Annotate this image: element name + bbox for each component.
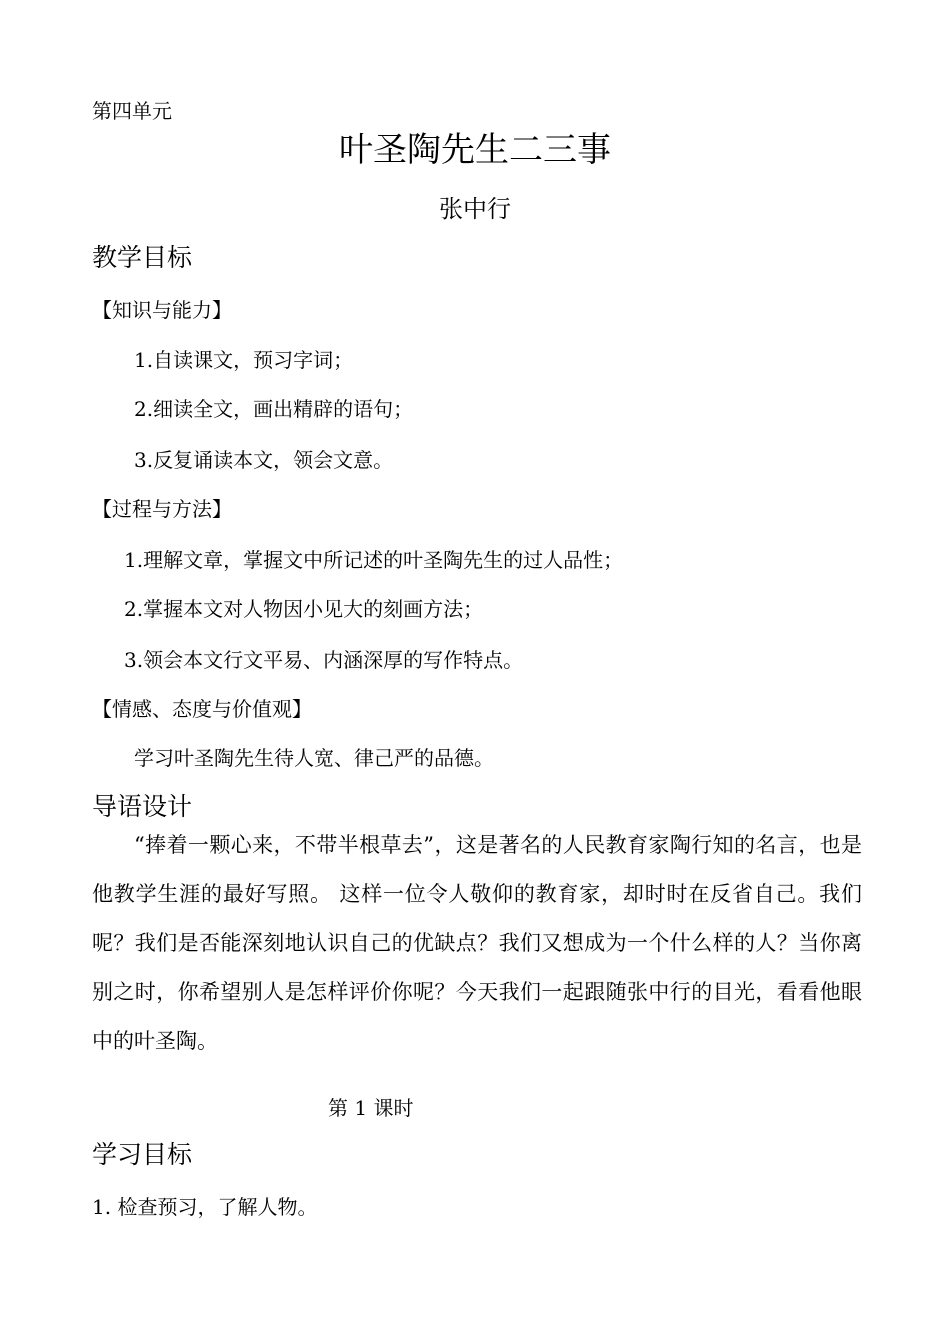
list-item: 1.自读课文，预习字词； [134,348,354,372]
list-item: 2.掌握本文对人物因小见大的刻画方法； [124,597,484,621]
subsection-label-process: 【过程与方法】 [92,497,232,521]
section-heading-learning-goals: 学习目标 [92,1140,193,1169]
list-item: 3.反复诵读本文，领会文意。 [134,448,394,472]
subsection-label-emotion: 【情感、态度与价值观】 [92,697,312,721]
unit-label: 第四单元 [92,99,172,123]
subsection-label-knowledge: 【知识与能力】 [92,298,232,322]
emotion-text: 学习叶圣陶先生待人宽、律己严的品德。 [134,746,494,770]
list-item: 3.领会本文行文平易、内涵深厚的写作特点。 [124,648,524,672]
intro-paragraph: “捧着一颗心来，不带半根草去”，这是著名的人民教育家陶行知的名言，也是他教学生涯的最好写照。 这样一位令人敬仰的教育家，却时时在反省自己。我们呢？我们是否能深刻地认识自己的优缺点？我们又想成为一个什么样的人？当你离别之时，你希望别人是怎样评价你呢？今天我们一起跟随张中行的目光，看看他眼中的叶圣陶。 [92,833,862,1053]
author: 张中行 [439,195,511,223]
page-title: 叶圣陶先生二三事 [339,130,611,170]
list-item: 2.细读全文，画出精辟的语句； [134,397,414,421]
lesson-label: 第 1 课时 [328,1096,414,1120]
list-item: 1. 检查预习，了解人物。 [92,1195,318,1219]
section-heading-intro: 导语设计 [92,792,193,821]
list-item: 1.理解文章，掌握文中所记述的叶圣陶先生的过人品性； [124,548,624,572]
section-heading-objectives: 教学目标 [92,243,193,272]
